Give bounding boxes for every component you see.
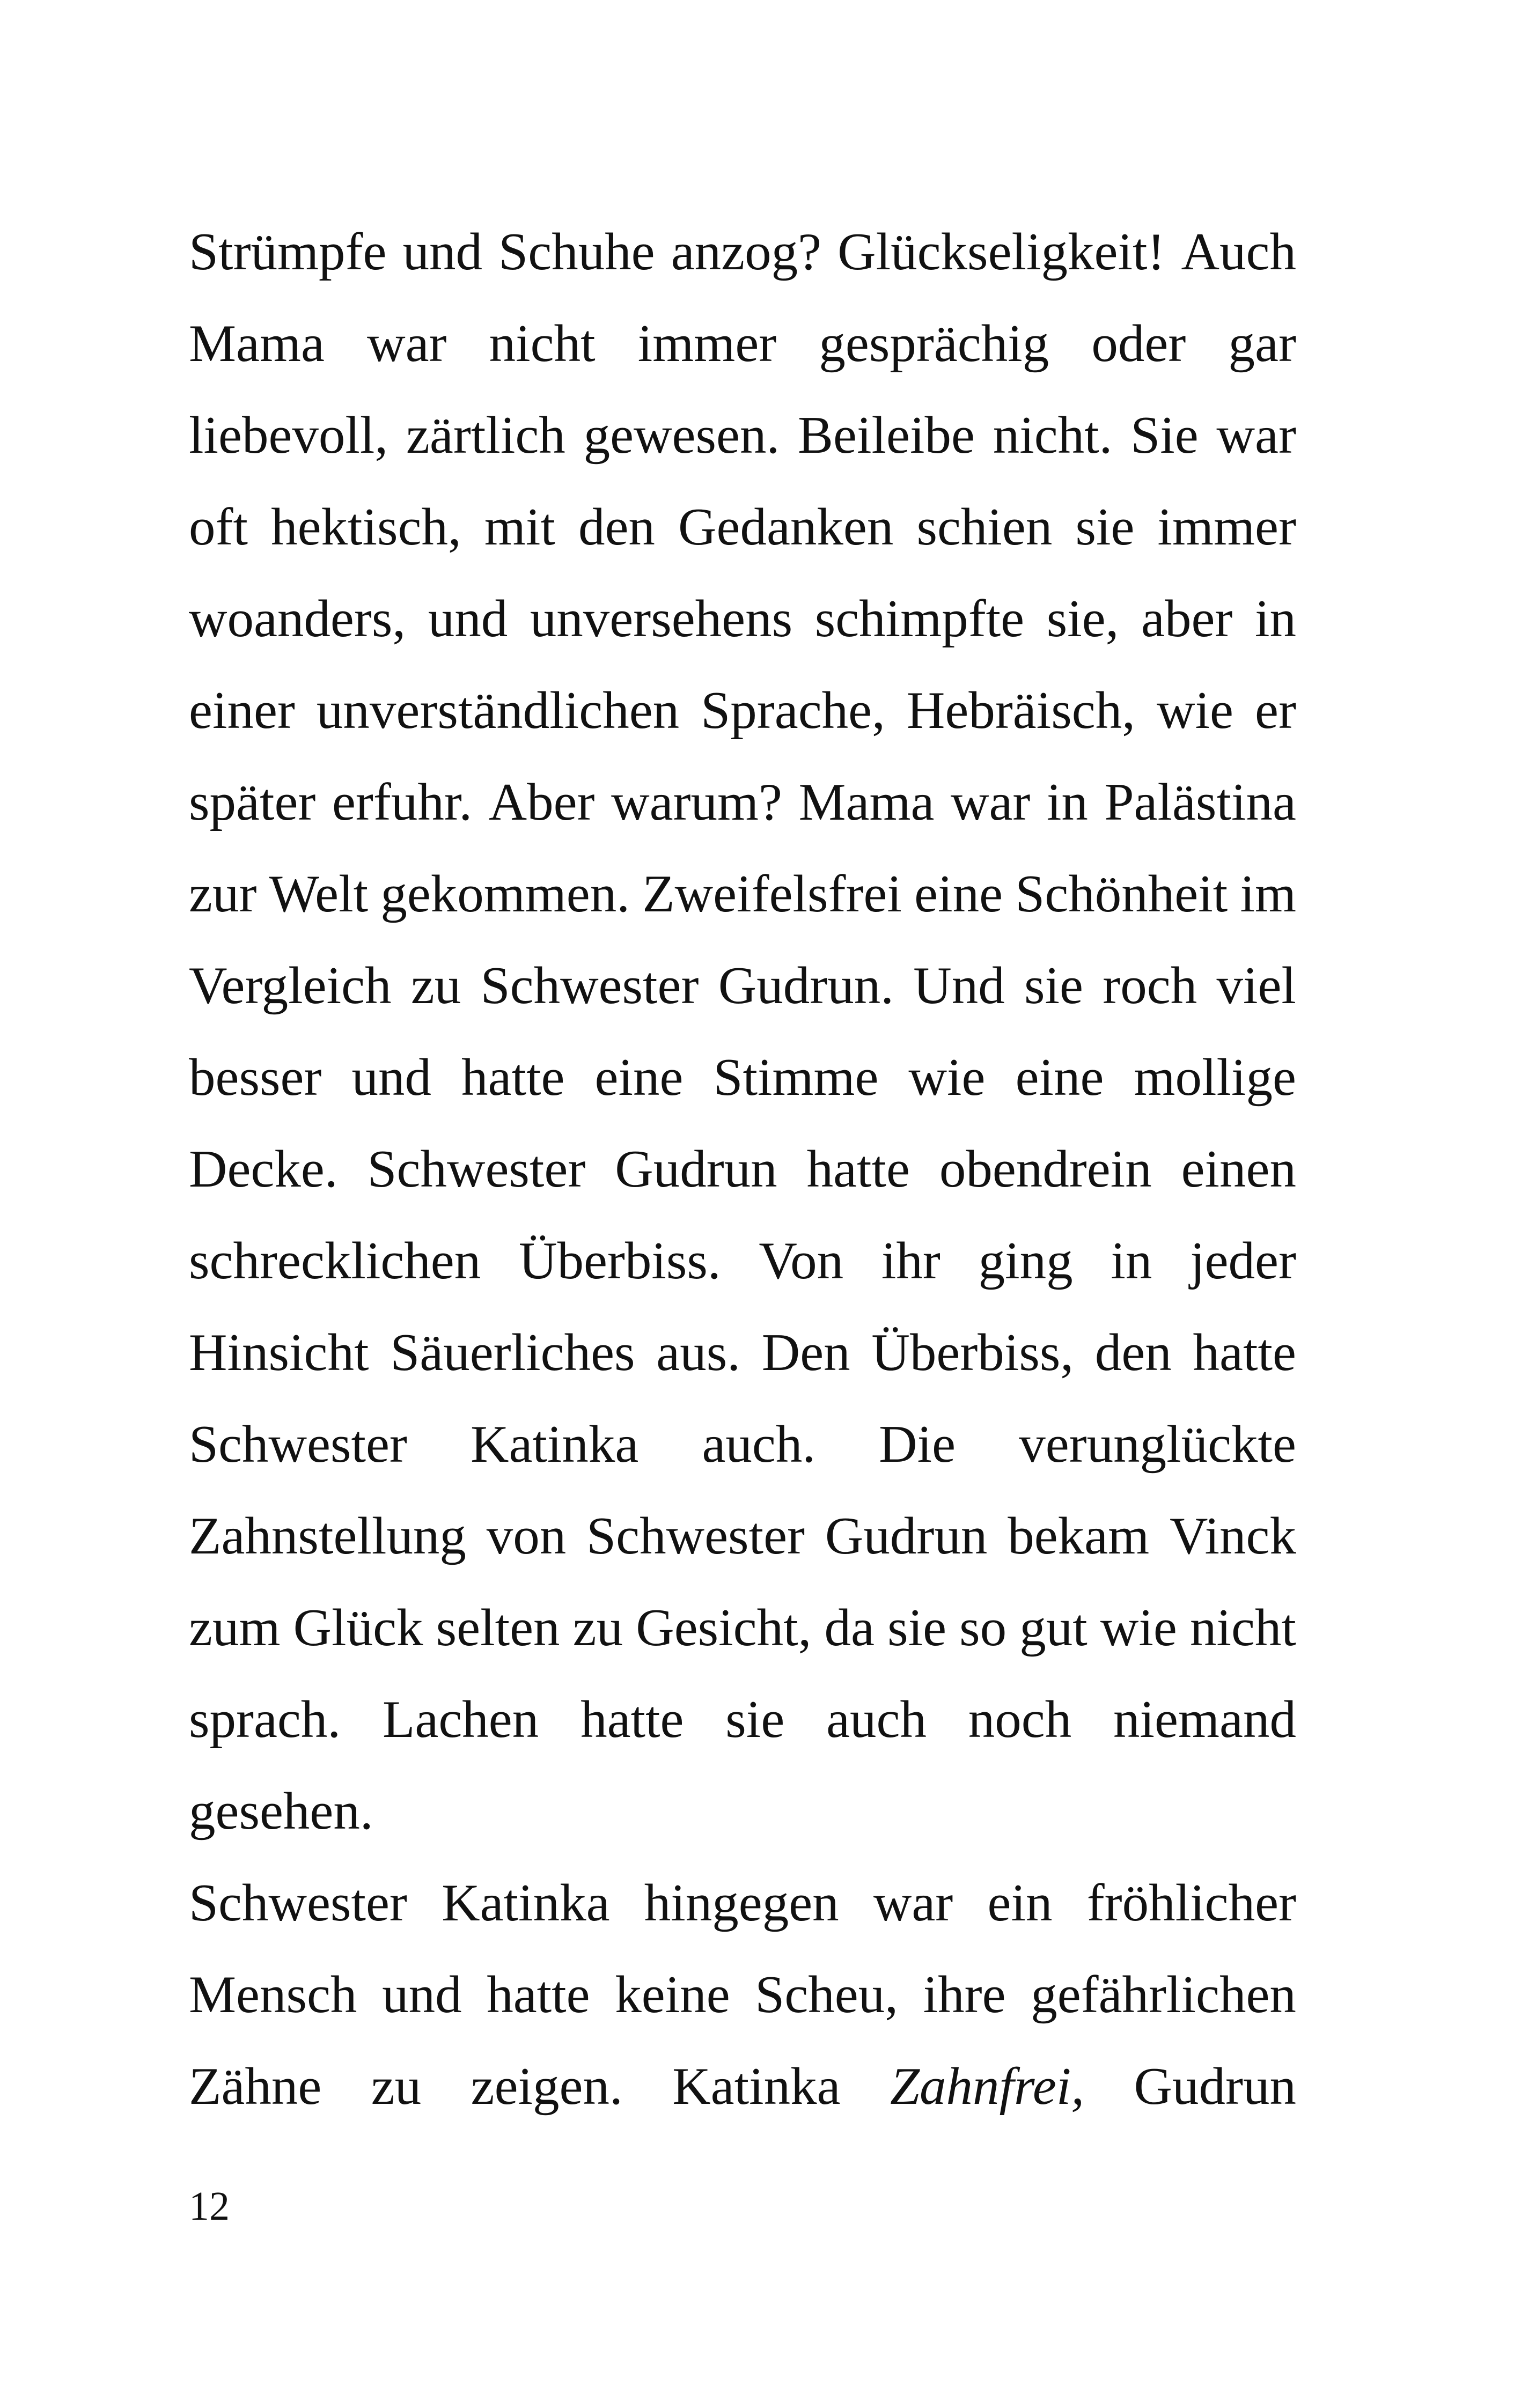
word: Palästina [1104,773,1296,831]
word: Gudrun [825,1507,988,1565]
word: Schwester [367,1140,586,1198]
word: Von [759,1232,844,1290]
word: Katinka [442,1874,610,1932]
word: da [824,1599,875,1657]
word: in [1046,773,1088,831]
word: schrecklichen [189,1232,481,1290]
word: hektisch, [271,498,461,556]
word: Sie [1130,406,1199,465]
word: Schwester [586,1507,805,1565]
word: Vergleich [189,956,392,1015]
word: aus. [656,1323,740,1382]
word: erfuhr. [332,773,473,831]
word: ihre [923,1965,1006,2024]
word: Zähne [189,2057,322,2116]
word: so [959,1599,1007,1657]
word: Zahnstellung [189,1507,466,1565]
word: Hebräisch, [906,681,1135,740]
word: Die [879,1415,956,1474]
word: sie [725,1690,785,1749]
word: gar [1228,314,1296,373]
word: Welt [269,865,369,923]
text-line [189,1307,1296,1398]
word: Katinka [672,2057,841,2116]
page-number: 12 [189,2184,230,2229]
word: woanders, [189,590,406,648]
word: Mama [189,314,325,373]
word: Katinka [470,1415,639,1474]
word: Vinck [1169,1507,1296,1565]
word: den [578,498,655,556]
word: Beileibe [798,406,975,465]
word: und [351,1048,431,1107]
text-line [189,848,1296,940]
word: hatte [487,1965,590,2024]
word: auch. [702,1415,816,1474]
word: später [189,773,316,831]
word: einer [189,681,295,740]
word: Schwester [189,1415,407,1474]
word: Säuerliches [390,1323,635,1382]
word: gekommen. [380,865,630,923]
word: viel [1216,956,1296,1015]
text-line [189,1215,1296,1307]
text-line [189,206,1296,298]
word: von [486,1507,567,1565]
word: immer [1157,498,1296,556]
text-line [189,2041,1296,2132]
word: einen [1181,1140,1296,1198]
word: sprach. [189,1690,341,1749]
word: eine [1015,1048,1104,1107]
word: Hinsicht [189,1323,369,1382]
word: noch [968,1690,1072,1749]
word: gesprächig [819,314,1049,373]
word: hatte [806,1140,910,1198]
word: bekam [1008,1507,1150,1565]
word: Gedanken [678,498,894,556]
word: oder [1091,314,1186,373]
word: schimpfte [814,590,1025,648]
word: eine [594,1048,684,1107]
word: schien [916,498,1053,556]
word: wie [1100,1599,1177,1657]
word: selten [436,1599,560,1657]
word: immer [637,314,777,373]
word: gut [1019,1599,1088,1657]
word: sie, [1046,590,1119,648]
word: niemand [1113,1690,1296,1749]
word: Zahnfrei, [890,2057,1085,2116]
word: wie [1157,681,1233,740]
word: ihr [881,1232,940,1290]
word: wie [908,1048,986,1107]
word: zeigen. [471,2057,623,2116]
word: Gudrun. [718,956,894,1015]
word: Überbiss, [871,1323,1074,1382]
word: unverständlichen [316,681,680,740]
word: hatte [461,1048,565,1107]
word: in [1254,590,1296,648]
word: Strümpfe [189,223,387,281]
text-line [189,389,1296,481]
word: Scheu, [755,1965,898,2024]
word: Schwester [189,1874,407,1932]
text-line [189,1765,1296,1857]
word: Und [913,956,1005,1015]
word: Mensch [189,1965,357,2024]
text-line [189,1582,1296,1674]
word: Auch [1181,223,1296,281]
word: oft [189,498,248,556]
text-line [189,1032,1296,1123]
word: mit [484,498,555,556]
word: jeder [1190,1232,1296,1290]
word: in [1111,1232,1152,1290]
word: nicht. [993,406,1113,465]
word: sie [887,1599,947,1657]
word: Decke. [189,1140,338,1198]
word: Gudrun [1134,2057,1296,2116]
word: zum [189,1599,281,1657]
word: gesehen. [189,1782,373,1840]
word: roch [1103,956,1197,1015]
word: Glück [293,1599,423,1657]
word: Sprache, [701,681,885,740]
word: und [402,223,483,281]
word: und [428,590,508,648]
word: fröhlicher [1086,1874,1296,1932]
word: anzog? [671,223,822,281]
word: besser [189,1048,322,1107]
word: Mama [798,773,935,831]
word: ein [987,1874,1053,1932]
word: nicht [1189,1599,1296,1657]
word: keine [615,1965,730,2024]
word: warum? [611,773,782,831]
word: zu [410,956,461,1015]
word: Lachen [382,1690,539,1749]
text-line [189,940,1296,1032]
text-line [189,298,1296,389]
word: war [873,1874,953,1932]
word: eine [914,865,1003,923]
word: Gesicht, [636,1599,812,1657]
word: er [1255,681,1296,740]
text-line [189,573,1296,665]
word: Schuhe [498,223,655,281]
text-line [189,1857,1296,1949]
word: war [950,773,1031,831]
word: gefährlichen [1031,1965,1296,2024]
word: Schönheit [1015,865,1228,923]
word: gewesen. [583,406,780,465]
word: im [1240,865,1296,923]
word: hingegen [644,1874,839,1932]
word: nicht [489,314,596,373]
body-text [189,206,1296,2132]
text-line [189,756,1296,848]
text-line [189,1123,1296,1215]
word: ging [978,1232,1073,1290]
word: und [382,1965,462,2024]
word: aber [1141,590,1233,648]
word: Den [761,1323,850,1382]
word: zu [572,1599,623,1657]
text-line [189,1949,1296,2041]
text-line [189,1398,1296,1490]
word: Stimme [713,1048,879,1107]
word: zur [189,865,257,923]
word: auch [826,1690,927,1749]
word: unversehens [530,590,793,648]
text-line [189,1674,1296,1765]
word: Glückseligkeit! [837,223,1165,281]
word: sie [1024,956,1083,1015]
word: obendrein [939,1140,1152,1198]
word: Überbiss. [518,1232,721,1290]
word: sie [1075,498,1135,556]
word: war [367,314,447,373]
word: liebevoll, [189,406,388,465]
word: Schwester [480,956,699,1015]
text-line [189,665,1296,756]
text-line [189,481,1296,573]
word: Aber [488,773,595,831]
word: mollige [1134,1048,1296,1107]
word: den [1094,1323,1172,1382]
word: zärtlich [406,406,565,465]
word: zu [371,2057,422,2116]
word: hatte [581,1690,684,1749]
word: Gudrun [615,1140,777,1198]
word: Zweifelsfrei [642,865,902,923]
word: war [1216,406,1296,465]
text-line [189,1490,1296,1582]
word: hatte [1193,1323,1296,1382]
word: verunglückte [1019,1415,1296,1474]
